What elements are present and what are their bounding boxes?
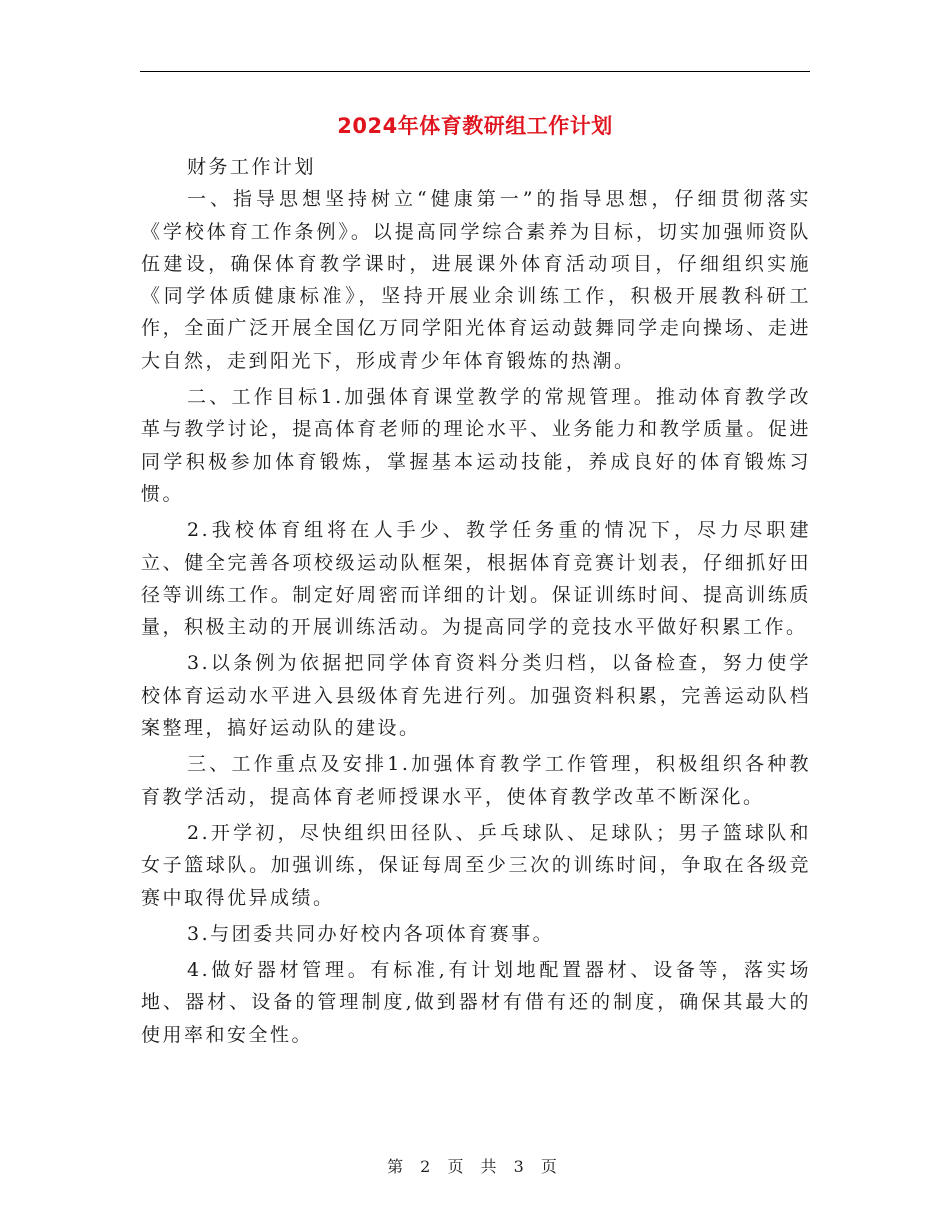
- document-body: [141, 151, 811, 1051]
- header-rule: [140, 71, 810, 72]
- paragraph-goal-2: 2.我校体育组将在人手少、教学任务重的情况下，尽力尽职建立、健全完善各项校级运动队框架，根据体育竞赛计划表，仔细抓好田径等训练工作。制定好周密而详细的计划。保证训练时间、提高训练质量，积极主动的开展训练活动。为提高同学的竞技水平做好积累工作。: [141, 519, 811, 639]
- paragraph-goal-3: 3.以条例为依据把同学体育资料分类归档，以备检查，努力使学校体育运动水平进入县级体育先进行列。加强资料积累，完善运动队档案整理，搞好运动队的建设。: [141, 652, 811, 740]
- paragraph-guiding-ideology: 一、指导思想坚持树立“健康第一”的指导思想，仔细贯彻落实《学校体育工作条例》。以提高同学综合素养为目标，切实加强师资队伍建设，确保体育教学课时，进展课外体育活动项目，仔细组织实施《同学体质健康标准》，坚持开展业余训练工作，积极开展教科研工作，全面广泛开展全国亿万同学阳光体育运动鼓舞同学走向操场、走进大自然，走到阳光下，形成青少年体育锻炼的热潮。: [141, 188, 811, 372]
- page-title: 2024年体育教研组工作计划: [337, 114, 613, 138]
- paragraph-key-tasks: 三、工作重点及安排1.加强体育教学工作管理，积极组织各种教育教学活动，提高体育老师授课水平，使体育教学改革不断深化。: [141, 753, 811, 808]
- page-footer: 第 2 页 共 3 页: [387, 1157, 563, 1176]
- paragraph-subtitle: 财务工作计划: [187, 156, 317, 178]
- paragraph-task-3: 3.与团委共同办好校内各项体育赛事。: [187, 922, 555, 945]
- paragraph-task-2: 2.开学初，尽快组织田径队、乒乓球队、足球队；男子篮球队和女子篮球队。加强训练，保证每周至少三次的训练时间，争取在各级竞赛中取得优异成绩。: [141, 821, 811, 909]
- paragraph-task-4: 4.做好器材管理。有标准,有计划地配置器材、设备等，落实场地、器材、设备的管理制度,做到器材有借有还的制度，确保其最大的使用率和安全性。: [141, 959, 811, 1046]
- paragraph-work-goals: 二、工作目标1.加强体育课堂教学的常规管理。推动体育教学改革与教学讨论，提高体育老师的理论水平、业务能力和教学质量。促进同学积极参加体育锻炼，掌握基本运动技能，养成良好的体育锻炼习惯。: [141, 386, 811, 505]
